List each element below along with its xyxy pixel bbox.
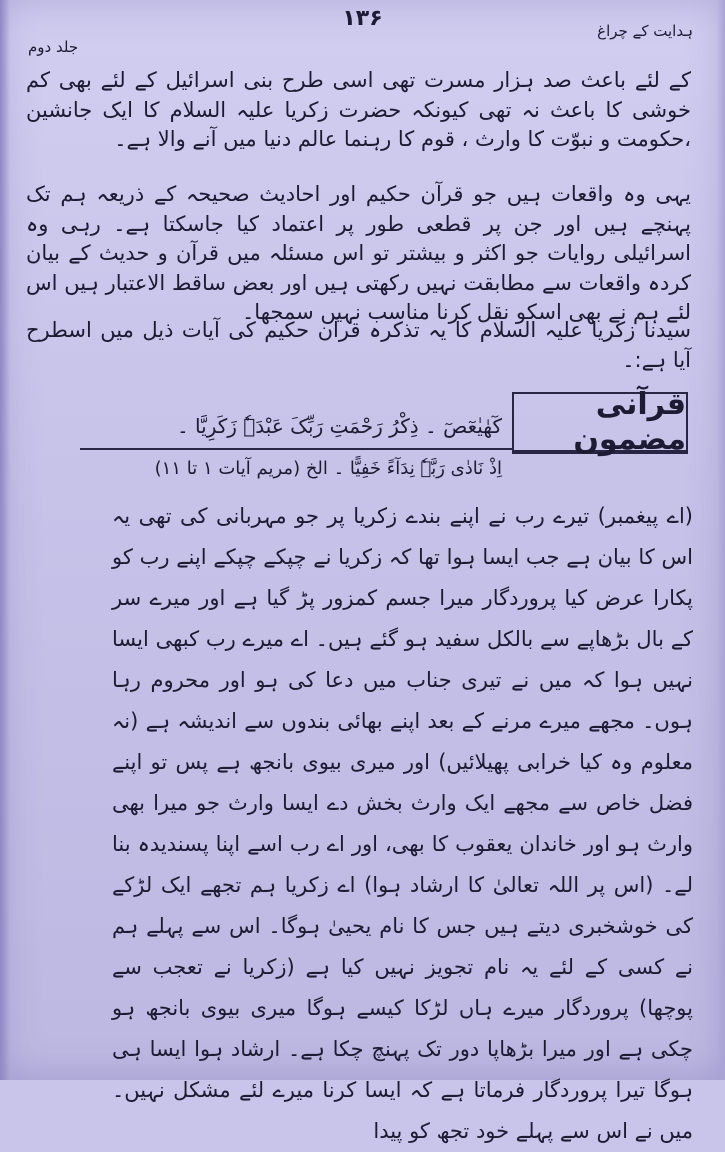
page-number: ۱۳۶ <box>342 6 383 31</box>
verse-translation: (اے پیغمبر) تیرے رب نے اپنے بندے زکریا پر جو مہربانی کی تھی یہ اس کا بیان ہے جب ایسا ہوا تھا کہ زکریا نے چپکے چپکے اپنے رب کو پکارا عرض کیا پروردگار میرا جسم کمزور پڑ گیا ہے اور میرے سر کے بال بڑھاپے سے بالکل سفید ہو گئے ہیں۔ اے میرے رب کبھی ایسا نہیں ہوا کہ میں نے تیری جناب میں دعا کی ہو اور محروم رہا ہوں۔ مجھے میرے مرنے کے بعد اپنے بھائی بندوں سے اندیشہ ہے (نہ معلوم وہ کیا خرابی پھیلائیں) اور میری بیوی بانجھ ہے پس تو اپنے فضل خاص سے مجھے ایک وارث بخش دے ایسا وارث جو میرا بھی وارث ہو اور خاندان یعقوب کا بھی، اور اے رب اسے اپنا پسندیدہ بنا لے۔ (اس پر اللہ تعالیٰ کا ارشاد ہوا) اے زکریا ہم تجھے ایک لڑکے کی خوشخبری دیتے ہیں جس کا نام یحییٰ ہوگا۔ اس سے پہلے ہم نے کسی کے لئے یہ نام تجویز نہیں کیا ہے (زکریا نے تعجب سے پوچھا) پروردگار میرے ہاں لڑکا کیسے ہوگا میری بیوی بانجھ ہو چکی ہے اور میرا بڑھاپا دور تک پہنچ چکا ہے۔ ارشاد ہوا ایسا ہی ہوگا تیرا پروردگار فرماتا ہے کہ ایسا کرنا میرے لئے مشکل نہیں۔ میں نے اس سے پہلے خود تجھ کو پیدا <box>112 504 693 1143</box>
volume-label: جلد دوم <box>28 38 79 56</box>
running-title: ہدایت کے چراغ <box>597 22 693 40</box>
quran-verse-line-1: کٓھٰیٰعٓصٓ ۔ ذِکْرُ رَحْمَتِ رَبِّکَ عَبْدَہٗ زَکَرِیَّا ۔ <box>176 414 502 438</box>
page-binding-shadow <box>0 0 10 1080</box>
section-heading: قرآنی مضمون <box>512 392 688 454</box>
paragraph-1: کے لئے باعث صد ہزار مسرت تھی اسی طرح بنی اسرائیل کے لئے بھی کم خوشی کا باعث نہ تھی کیونکہ حضرت زکریا علیہ السلام کا ایک جانشین ،حکومت و نبوّت کا وارث ، قوم کا رہنما عالم دنیا میں آنے والا ہے۔ <box>26 68 691 151</box>
paragraph-2: یہی وہ واقعات ہیں جو قرآن حکیم اور احادیث صحیحہ کے ذریعہ ہم تک پہنچے ہیں اور جن پر قطعی طور پر اعتماد کیا جاسکتا ہے۔ رہی وہ اسرائیلی روایات جو اکثر و بیشتر تو اس مسئلہ میں قرآن و حدیث کے بیان کردہ واقعات سے مطابقت نہیں رکھتی ہیں اور بعض ساقط الاعتبار ہیں اس لئے ہم نے بھی اسکو نقل کرنا مناسب نہیں سمجھا۔ <box>26 182 691 324</box>
page-edge-shadow <box>717 0 725 1080</box>
heading-underline <box>80 448 512 450</box>
paragraph-3: سیدنا زکریا علیہ السلام کا یہ تذکرہ قرآن حکیم کی آیات ذیل میں اسطرح آیا ہے:۔ <box>26 318 691 372</box>
quran-verse-line-2: اِذْ نَادٰی رَبَّہٗ نِدَآءً خَفِیًّا ۔ الخ (مریم آیات ۱ تا ۱۱) <box>154 458 502 479</box>
